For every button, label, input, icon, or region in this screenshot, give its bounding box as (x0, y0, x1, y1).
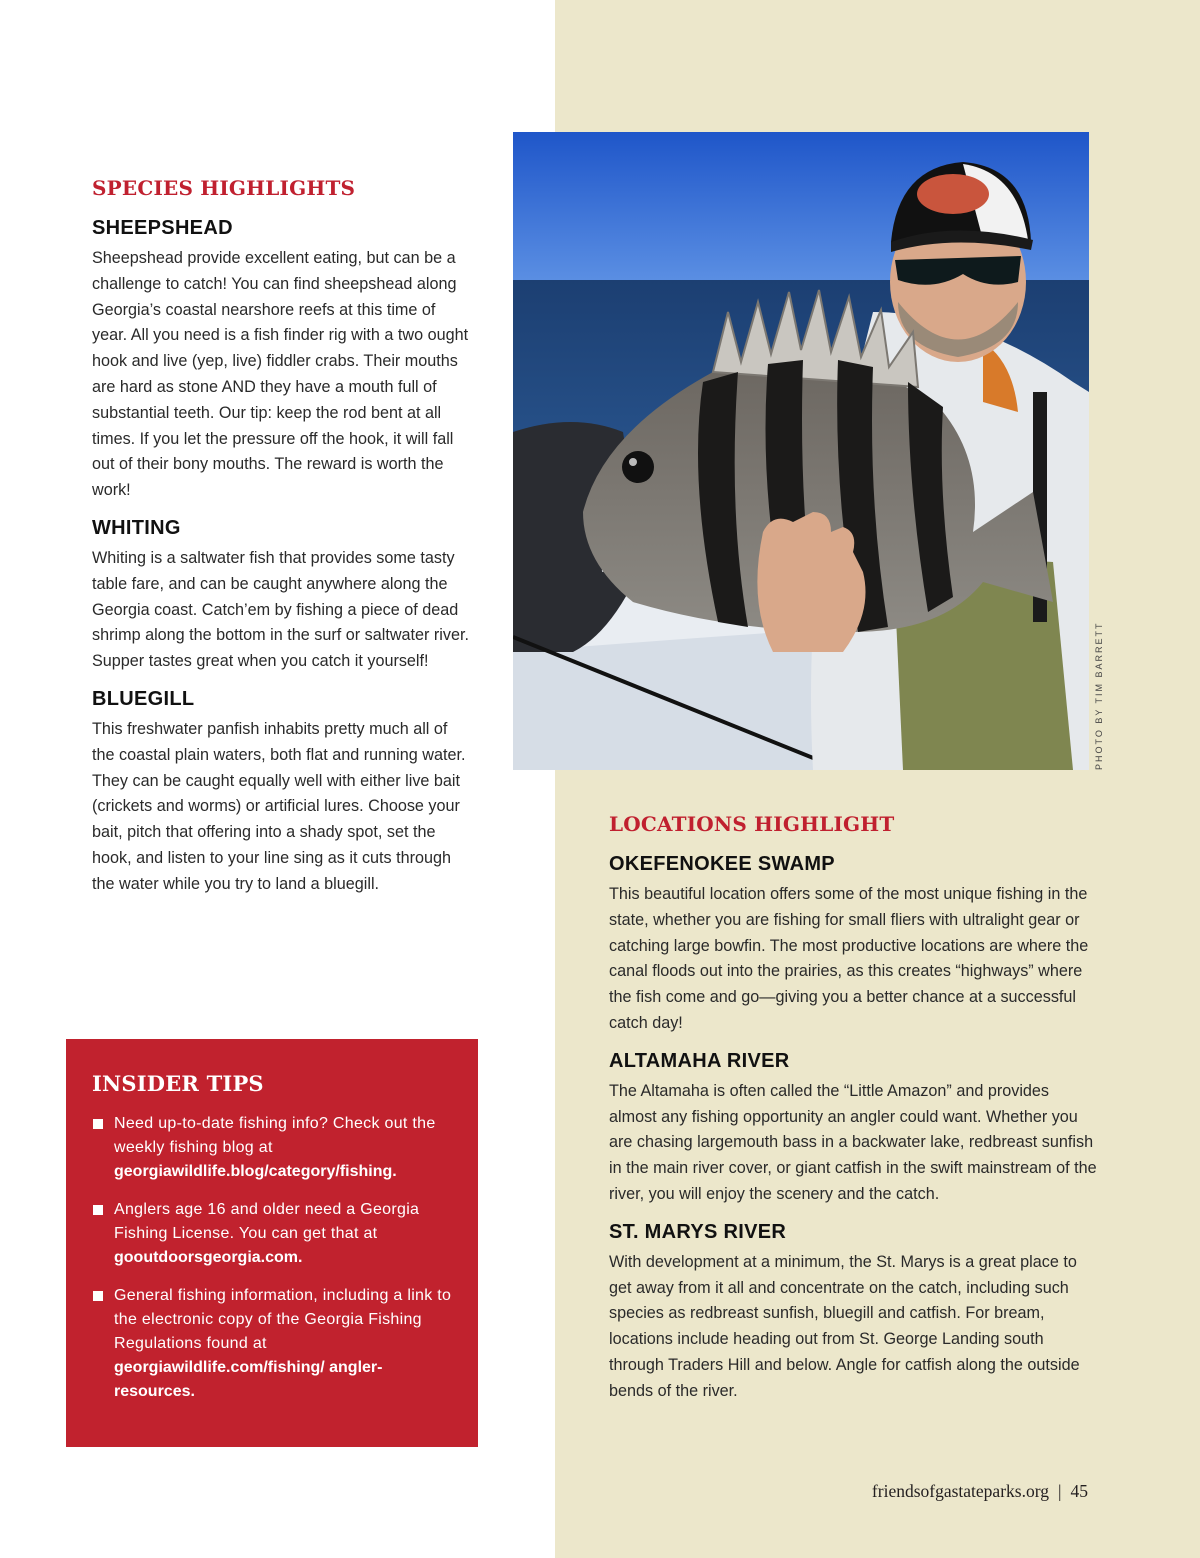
tip-text: General fishing information, including a link to the electronic copy of the Georgia Fishing Regulations found at (114, 1287, 452, 1352)
photo-credit: PHOTO BY TIM BARRETT (1094, 621, 1104, 770)
angler-with-sheepshead-illustration (513, 132, 1089, 770)
location-altamaha (609, 1050, 1099, 1208)
species-sheepshead (92, 217, 472, 504)
species-name: BLUEGILL (92, 687, 195, 710)
page-number: 45 (1070, 1481, 1088, 1501)
location-st-marys (609, 1221, 1099, 1405)
page-footer (872, 1481, 1088, 1502)
footer-separator: | (1057, 1481, 1062, 1501)
footer-website[interactable]: friendsofgastateparks.org (871, 1481, 1049, 1501)
location-description: The Altamaha is often called the “Little Amazon” and provides almost any fishing opportunity an angler could want. Whether you are chasing largemouth bass in a backwater lake, redbreast sunfish in the main river cover, or giant catfish in the swift mainstream of the river, you will enjoy the scenery and the catch. (609, 1081, 1097, 1203)
tip-item (92, 1284, 452, 1404)
species-description: Sheepshead provide excellent eating, but can be a challenge to catch! You can find sheepshead along Georgia’s coastal nearshore reefs at this time of year. All you need is a fish finder rig with a two ought hook and live (yep, live) fiddler crabs. Their mouths are hard as stone AND they have a mouth full of substantial teeth. Our tip: keep the rod bent at all times. If you let the pressure off the hook, it will fall out of their bony mouths. The reward is worth the work! (92, 249, 469, 500)
square-bullet-icon (93, 1291, 103, 1301)
species-bluegill (92, 688, 472, 898)
insider-tips-box (66, 1039, 478, 1447)
tip-link[interactable]: gooutdoorsgeorgia.com. (114, 1249, 303, 1266)
tip-item (92, 1112, 452, 1184)
species-whiting (92, 517, 472, 675)
species-highlights-heading: SPECIES HIGHLIGHTS (92, 176, 356, 200)
tip-link[interactable]: georgiawildlife.com/fishing/ angler-resources. (114, 1359, 383, 1400)
location-name: OKEFENOKEE SWAMP (609, 853, 835, 875)
locations-section (609, 812, 1099, 1418)
location-okefenokee (609, 853, 1099, 1037)
species-name: SHEEPSHEAD (92, 217, 233, 239)
species-section (92, 176, 472, 911)
species-name: WHITING (92, 516, 181, 539)
location-name: ST. MARYS RIVER (609, 1220, 787, 1243)
sheepshead-photo (513, 132, 1089, 770)
square-bullet-icon (93, 1205, 103, 1215)
location-name: ALTAMAHA RIVER (609, 1049, 790, 1072)
insider-tips-heading: INSIDER TIPS (92, 1071, 264, 1096)
square-bullet-icon (93, 1119, 103, 1129)
tip-text: Anglers age 16 and older need a Georgia Fishing License. You can get that at (114, 1201, 420, 1242)
location-description: This beautiful location offers some of the most unique fishing in the state, whether you are fishing for small fliers with ultralight gear or catching large bowfin. The most productive locations are where the canal floods out into the prairies, as this creates “highways” where the fish come and go—giving you a better chance at a successful catch day! (609, 885, 1089, 1032)
tip-item (92, 1198, 452, 1270)
tip-text: Need up-to-date fishing info? Check out the weekly fishing blog at (114, 1115, 436, 1156)
species-description: Whiting is a saltwater fish that provides some tasty table fare, and can be caught anywhere along the Georgia coast. Catch’em by fishing a piece of dead shrimp along the bottom in the surf or saltwater river. Supper tastes great when you catch it yourself! (92, 548, 469, 671)
tip-link[interactable]: georgiawildlife.blog/category/fishing. (114, 1163, 397, 1180)
location-description: With development at a minimum, the St. Marys is a great place to get away from it all and concentrate on the catch, including such species as redbreast sunfish, bluegill and catfish. For bream, locations include heading out from St. George Landing south through Traders Hill and below. Angle for catfish along the outside bends of the river. (609, 1252, 1080, 1400)
species-description: This freshwater panfish inhabits pretty much all of the coastal plain waters, both flat and running water. They can be caught equally well with either live bait (crickets and worms) or artificial lures. Choose your bait, pitch that offering into a shady spot, set the hook, and listen to your line sing as it cuts through the water while you try to land a bluegill. (92, 719, 466, 893)
locations-highlight-heading: LOCATIONS HIGHLIGHT (609, 812, 895, 836)
